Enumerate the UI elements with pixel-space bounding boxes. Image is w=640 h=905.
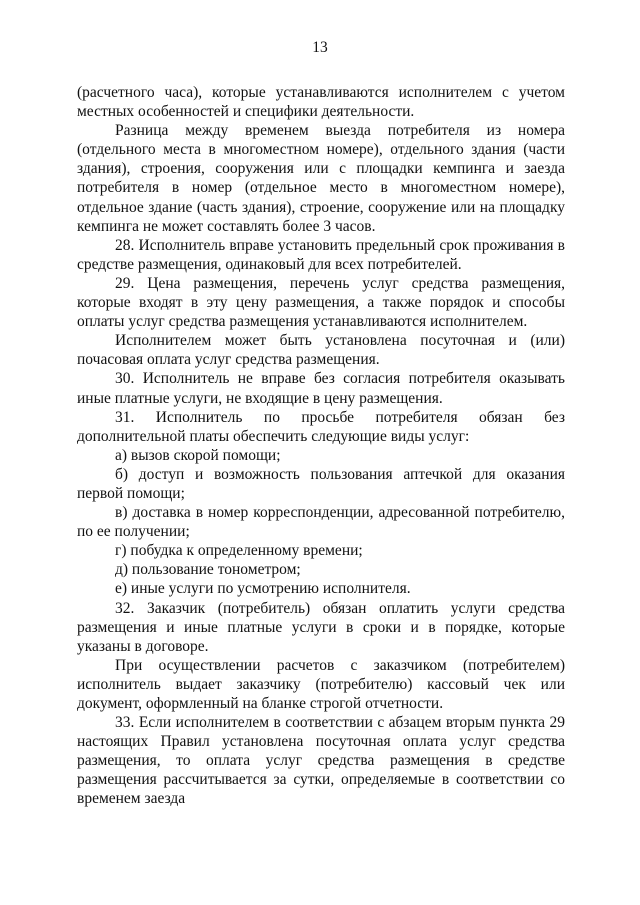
paragraph: Исполнителем может быть установлена посуточная и (или) почасовая оплата услуг средства размещения. — [77, 332, 565, 369]
document-body — [77, 83, 565, 809]
paragraph-item-33: 33. Если исполнителем в соответствии с абзацем вторым пункта 29 настоящих Правил установлена посуточная оплата услуг средства размещения, то оплата услуг средства размещения в средстве размещения рассчитывается за сутки, определяемые в соответствии со временем заезда — [77, 714, 565, 808]
paragraph: При осуществлении расчетов с заказчиком (потребителем) исполнитель выдает заказчику (потребителю) кассовый чек или документ, оформленный на бланке строгой отчетности. — [77, 656, 565, 712]
page-number: 13 — [312, 39, 328, 56]
paragraph-item-29: 29. Цена размещения, перечень услуг средства размещения, которые входят в эту цену размещения, а также порядок и способы оплаты услуг средства размещения устанавливаются исполнителем. — [77, 274, 565, 331]
paragraph-item-28: 28. Исполнитель вправе установить предельный срок проживания в средстве размещения, одинаковый для всех потребителей. — [77, 236, 565, 273]
paragraph-item-30: 30. Исполнитель не вправе без согласия потребителя оказывать иные платные услуги, не входящие в цену размещения. — [77, 370, 565, 407]
list-item-e: е) иные услуги по усмотрению исполнителя. — [115, 580, 411, 598]
list-item-g: г) побудка к определенному времени; — [115, 542, 363, 560]
paragraph-item-31: 31. Исполнитель по просьбе потребителя обязан без дополнительной платы обеспечить следующие виды услуг: — [77, 408, 565, 445]
list-item-d: д) пользование тонометром; — [115, 561, 301, 579]
list-item-b: б) доступ и возможность пользования аптечкой для оказания первой помощи; — [77, 465, 565, 502]
paragraph: Разница между временем выезда потребителя из номера (отдельного места в многоместном номере), отдельного здания (части здания), строения, сооружения или с площадки кемпинга и заезда потребителя в номер (отдельное место в многоместном номере), отдельное здание (часть здания), строение, сооружение или на площадку кемпинга не может составлять более 3 часов. — [77, 122, 565, 235]
paragraph-item-32: 32. Заказчик (потребитель) обязан оплатить услуги средства размещения и иные платные услуги в сроки и в порядке, которые указаны в договоре. — [77, 599, 565, 655]
list-item-v: в) доставка в номер корреспонденции, адресованной потребителю, по ее получении; — [77, 504, 565, 541]
list-item-a: а) вызов скорой помощи; — [115, 446, 281, 464]
paragraph-continuation: (расчетного часа), которые устанавливаются исполнителем с учетом местных особенностей и специфики деятельности. — [77, 84, 565, 121]
